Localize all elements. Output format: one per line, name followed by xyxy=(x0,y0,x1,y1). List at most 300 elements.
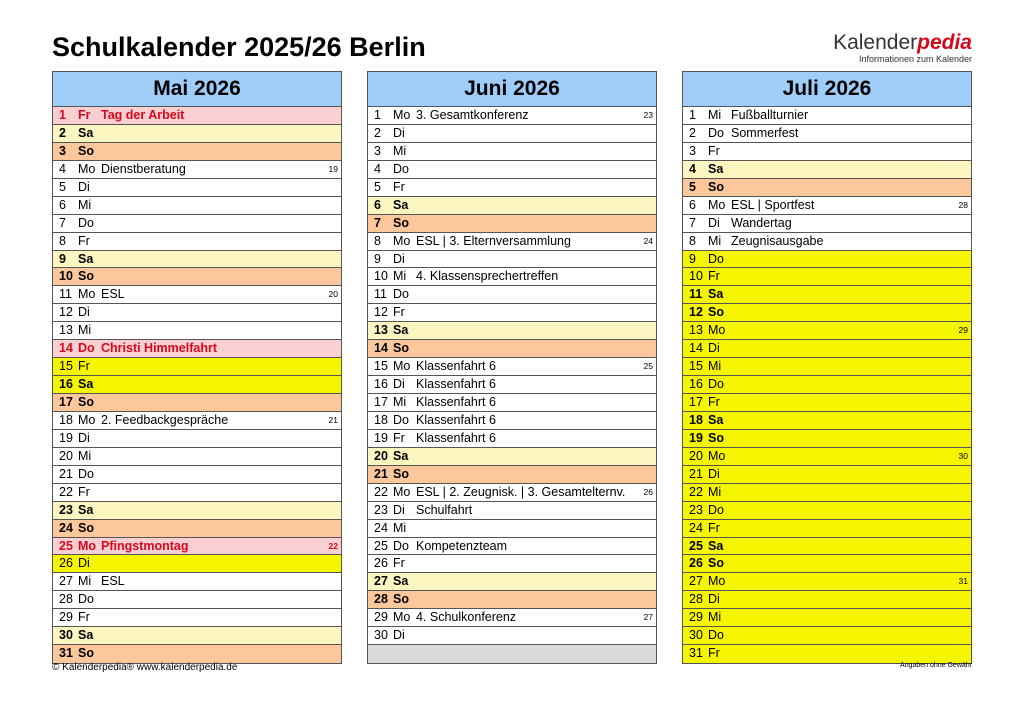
day-row xyxy=(683,466,971,484)
day-number: 13 xyxy=(59,323,73,338)
day-row xyxy=(53,125,341,143)
month-june xyxy=(367,71,657,664)
day-number: 12 xyxy=(59,305,73,320)
weekday: Di xyxy=(393,125,405,140)
brand-name xyxy=(833,32,972,54)
day-number: 9 xyxy=(374,251,381,266)
day-number: 19 xyxy=(374,430,388,445)
week-number: 21 xyxy=(328,414,338,425)
day-row xyxy=(368,448,656,466)
weekday: Mi xyxy=(393,269,407,284)
day-row xyxy=(368,484,656,502)
day-number: 17 xyxy=(374,395,388,409)
day-row xyxy=(53,573,341,591)
day-number: 21 xyxy=(374,466,388,481)
day-number: 2 xyxy=(374,125,381,140)
event-text: ESL | 3. Elternversammlung xyxy=(416,233,571,248)
weekday: Mi xyxy=(708,233,722,248)
event-text: 3. Gesamtkonferenz xyxy=(416,108,529,122)
day-number: 1 xyxy=(59,108,66,122)
weekday: Sa xyxy=(393,448,409,463)
weekday: So xyxy=(393,341,409,356)
weekday: Sa xyxy=(708,161,724,176)
day-number: 22 xyxy=(689,484,703,499)
day-list xyxy=(53,107,341,663)
day-number: 11 xyxy=(689,287,703,302)
day-row xyxy=(683,448,971,466)
weekday: So xyxy=(78,395,94,409)
day-number: 16 xyxy=(689,377,703,392)
day-number: 29 xyxy=(374,610,388,625)
day-row xyxy=(53,484,341,502)
weekday: Sa xyxy=(393,197,409,212)
weekday: Do xyxy=(708,125,724,140)
day-row xyxy=(683,502,971,520)
day-number: 1 xyxy=(689,108,696,122)
day-number: 28 xyxy=(689,592,703,607)
day-number: 27 xyxy=(689,574,703,589)
day-number: 31 xyxy=(689,646,703,661)
day-row xyxy=(683,520,971,538)
day-number: 7 xyxy=(374,215,381,230)
weekday: So xyxy=(78,520,94,535)
weekday: Mi xyxy=(393,143,407,158)
day-row xyxy=(368,430,656,448)
day-row xyxy=(53,412,341,430)
weekday: Mi xyxy=(708,359,722,374)
weekday: Fr xyxy=(78,610,90,625)
day-number: 25 xyxy=(59,538,73,553)
event-text: Tag der Arbeit xyxy=(101,108,185,122)
event-text: Dienstberatung xyxy=(101,161,186,176)
brand-subtitle: Informationen zum Kalender xyxy=(858,54,972,64)
weekday: Mo xyxy=(393,610,411,625)
day-number: 30 xyxy=(689,628,703,643)
day-number: 3 xyxy=(59,143,66,158)
day-row xyxy=(683,286,971,304)
day-number: 16 xyxy=(374,377,388,392)
day-number: 21 xyxy=(59,466,73,481)
weekday: Fr xyxy=(708,395,720,409)
day-number: 28 xyxy=(374,592,388,607)
event-text: Christi Himmelfahrt xyxy=(101,341,217,356)
weekday: So xyxy=(78,269,94,284)
weekday: Fr xyxy=(393,179,405,194)
day-row xyxy=(53,340,341,358)
day-row xyxy=(683,538,971,556)
weekday: Mi xyxy=(78,197,92,212)
day-number: 26 xyxy=(689,556,703,571)
weekday: Mo xyxy=(78,412,96,427)
day-row xyxy=(368,179,656,197)
day-number: 15 xyxy=(374,359,388,374)
day-row xyxy=(53,466,341,484)
day-row xyxy=(368,340,656,358)
day-row xyxy=(53,430,341,448)
day-row xyxy=(683,268,971,286)
weekday: Do xyxy=(393,412,409,427)
day-number: 19 xyxy=(689,430,703,445)
day-row xyxy=(683,412,971,430)
day-row xyxy=(53,197,341,215)
month-july xyxy=(682,71,972,664)
weekday: Sa xyxy=(708,287,724,302)
day-row xyxy=(53,591,341,609)
weekday: Fr xyxy=(78,233,90,248)
day-number: 2 xyxy=(59,125,66,140)
day-row xyxy=(368,394,656,412)
week-number: 20 xyxy=(328,289,338,300)
weekday: So xyxy=(78,143,94,158)
day-number: 23 xyxy=(689,502,703,517)
week-number: 26 xyxy=(643,486,653,497)
day-row xyxy=(368,502,656,520)
day-number: 10 xyxy=(374,269,388,284)
day-number: 18 xyxy=(374,412,388,427)
day-row xyxy=(53,358,341,376)
weekday: Fr xyxy=(708,269,720,284)
weekday: Do xyxy=(708,502,724,517)
event-text: Kompetenzteam xyxy=(416,538,508,553)
day-number: 17 xyxy=(689,395,703,409)
day-row xyxy=(53,538,341,556)
day-row xyxy=(368,520,656,538)
day-row xyxy=(368,376,656,394)
day-row xyxy=(53,502,341,520)
weekday: Mi xyxy=(708,108,722,122)
day-number: 30 xyxy=(374,628,388,643)
weekday: Di xyxy=(708,466,720,481)
weekday: Sa xyxy=(78,251,94,266)
day-row xyxy=(53,520,341,538)
weekday: Do xyxy=(393,538,409,553)
day-row xyxy=(683,161,971,179)
day-row xyxy=(53,233,341,251)
day-number: 3 xyxy=(374,143,381,158)
weekday: Sa xyxy=(78,502,94,517)
event-text: Fußballturnier xyxy=(731,108,809,122)
week-number: 23 xyxy=(643,110,653,120)
day-row xyxy=(368,251,656,269)
day-number: 18 xyxy=(59,412,73,427)
day-row xyxy=(368,555,656,573)
day-row xyxy=(683,591,971,609)
day-row xyxy=(368,304,656,322)
day-row xyxy=(53,645,341,663)
day-number: 27 xyxy=(374,574,388,589)
event-text: ESL | Sportfest xyxy=(731,197,815,212)
weekday: Di xyxy=(78,305,90,320)
day-row xyxy=(368,627,656,645)
weekday: Do xyxy=(78,215,94,230)
weekday: Sa xyxy=(78,125,94,140)
day-row xyxy=(683,358,971,376)
week-number: 27 xyxy=(643,612,653,623)
week-number: 30 xyxy=(958,450,968,461)
day-row xyxy=(683,609,971,627)
weekday: Fr xyxy=(708,143,720,158)
day-number: 4 xyxy=(374,161,381,176)
day-row xyxy=(368,609,656,627)
weekday: Mo xyxy=(393,359,411,374)
weekday: Fr xyxy=(78,359,90,374)
day-number: 20 xyxy=(689,448,703,463)
day-number: 24 xyxy=(59,520,73,535)
weekday: Di xyxy=(393,502,405,517)
day-number: 13 xyxy=(374,323,388,338)
day-number: 22 xyxy=(59,484,73,499)
weekday: Fr xyxy=(708,520,720,535)
weekday: Mo xyxy=(708,574,726,589)
brand-name-plain: Kalender xyxy=(833,31,918,54)
day-row xyxy=(368,591,656,609)
day-number: 4 xyxy=(59,161,66,176)
day-list xyxy=(368,107,656,663)
day-row xyxy=(683,233,971,251)
day-row xyxy=(368,143,656,161)
day-number: 2 xyxy=(689,125,696,140)
day-row xyxy=(53,179,341,197)
weekday: Fr xyxy=(708,646,720,661)
day-number: 16 xyxy=(59,377,73,392)
day-number: 8 xyxy=(689,233,696,248)
day-row xyxy=(368,233,656,251)
weekday: Di xyxy=(78,430,90,445)
event-text: Sommerfest xyxy=(731,125,799,140)
weekday: So xyxy=(393,215,409,230)
day-row xyxy=(53,286,341,304)
event-text: ESL xyxy=(101,287,125,302)
day-number: 1 xyxy=(374,108,381,122)
event-text: ESL | 2. Zeugnisk. | 3. Gesamtelternv. xyxy=(416,484,626,499)
weekday: Mo xyxy=(78,538,97,553)
week-number: 22 xyxy=(328,540,338,551)
day-number: 26 xyxy=(59,556,73,571)
day-row xyxy=(53,268,341,286)
day-number: 23 xyxy=(59,502,73,517)
weekday: Fr xyxy=(393,556,405,571)
day-number: 9 xyxy=(689,251,696,266)
day-row xyxy=(683,251,971,269)
day-row xyxy=(683,304,971,322)
day-row xyxy=(683,555,971,573)
disclaimer-footer: Angaben ohne Gewähr xyxy=(900,662,972,669)
weekday: Mo xyxy=(393,108,411,122)
day-number: 27 xyxy=(59,574,73,589)
event-text: Klassenfahrt 6 xyxy=(416,359,496,374)
event-text: Klassenfahrt 6 xyxy=(416,430,496,445)
day-row xyxy=(683,197,971,215)
day-number: 10 xyxy=(689,269,703,284)
weekday: So xyxy=(78,646,94,661)
weekday: Di xyxy=(708,592,720,607)
day-list xyxy=(683,107,971,663)
day-number: 29 xyxy=(59,610,73,625)
weekday: So xyxy=(708,179,724,194)
day-row xyxy=(53,107,341,125)
day-number: 4 xyxy=(689,161,696,176)
day-row xyxy=(368,538,656,556)
day-row xyxy=(53,215,341,233)
event-text: Wandertag xyxy=(731,215,792,230)
day-number: 5 xyxy=(59,179,66,194)
day-number: 9 xyxy=(59,251,66,266)
day-number: 10 xyxy=(59,269,73,284)
weekday: Mi xyxy=(393,395,407,409)
weekday: Di xyxy=(708,341,720,356)
weekday: Di xyxy=(78,179,90,194)
day-number: 7 xyxy=(59,215,66,230)
day-number: 12 xyxy=(374,305,388,320)
day-row xyxy=(368,573,656,591)
day-number: 3 xyxy=(689,143,696,158)
weekday: Di xyxy=(78,556,90,571)
day-number: 5 xyxy=(374,179,381,194)
day-number: 13 xyxy=(689,323,703,338)
day-number: 6 xyxy=(59,197,66,212)
day-number: 29 xyxy=(689,610,703,625)
month-header: Juli 2026 xyxy=(683,72,971,107)
day-number: 25 xyxy=(689,538,703,553)
page-title: Schulkalender 2025/26 Berlin xyxy=(52,32,426,62)
event-text: Schulfahrt xyxy=(416,502,473,517)
weekday: Di xyxy=(393,628,405,643)
weekday: Mo xyxy=(78,287,96,302)
day-row xyxy=(368,358,656,376)
day-number: 20 xyxy=(374,448,388,463)
day-row xyxy=(368,286,656,304)
day-row xyxy=(368,107,656,125)
day-number: 22 xyxy=(374,484,388,499)
weekday: Do xyxy=(78,466,94,481)
week-number: 24 xyxy=(643,235,653,246)
day-row xyxy=(53,251,341,269)
day-number: 7 xyxy=(689,215,696,230)
day-row xyxy=(53,627,341,645)
day-number: 30 xyxy=(59,628,73,643)
day-row xyxy=(368,412,656,430)
day-row xyxy=(53,394,341,412)
day-row xyxy=(368,161,656,179)
day-number: 5 xyxy=(689,179,696,194)
weekday: So xyxy=(393,466,409,481)
day-number: 20 xyxy=(59,448,73,463)
event-text: Pfingstmontag xyxy=(101,538,189,553)
event-text: Zeugnisausgabe xyxy=(731,233,824,248)
day-row xyxy=(53,555,341,573)
day-row xyxy=(368,125,656,143)
day-number: 11 xyxy=(374,287,387,302)
day-number: 15 xyxy=(689,359,703,374)
day-number: 21 xyxy=(689,466,703,481)
day-row xyxy=(683,179,971,197)
day-row xyxy=(53,322,341,340)
day-number: 6 xyxy=(374,197,381,212)
day-row xyxy=(683,484,971,502)
weekday: Do xyxy=(393,287,409,302)
day-number: 24 xyxy=(689,520,703,535)
weekday: Sa xyxy=(78,628,94,643)
day-number: 28 xyxy=(59,592,73,607)
day-row xyxy=(368,466,656,484)
day-number: 6 xyxy=(689,197,696,212)
weekday: Sa xyxy=(78,377,94,392)
weekday: Sa xyxy=(393,323,409,338)
day-number: 12 xyxy=(689,305,703,320)
event-text: 2. Feedbackgespräche xyxy=(101,412,229,427)
weekday: Mo xyxy=(393,233,411,248)
week-number: 29 xyxy=(958,325,968,336)
day-row xyxy=(683,322,971,340)
day-row xyxy=(683,143,971,161)
day-row xyxy=(53,609,341,627)
weekday: So xyxy=(708,430,724,445)
weekday: So xyxy=(393,592,409,607)
day-number: 26 xyxy=(374,556,388,571)
weekday: Mo xyxy=(708,323,726,338)
week-number: 28 xyxy=(958,199,968,210)
weekday: Mo xyxy=(708,448,726,463)
day-row xyxy=(53,376,341,394)
day-number: 23 xyxy=(374,502,388,517)
weekday: Fr xyxy=(78,108,91,122)
day-row xyxy=(368,197,656,215)
weekday: Mi xyxy=(78,323,92,338)
brand-logo[interactable] xyxy=(833,32,972,65)
weekday: Mi xyxy=(708,610,722,625)
weekday: Do xyxy=(708,628,724,643)
day-row xyxy=(683,573,971,591)
day-row xyxy=(53,304,341,322)
weekday: Sa xyxy=(393,574,409,589)
weekday: Do xyxy=(708,377,724,392)
event-text: ESL xyxy=(101,574,125,589)
day-row xyxy=(53,161,341,179)
day-row xyxy=(53,448,341,466)
day-number: 14 xyxy=(689,341,703,356)
weekday: Mi xyxy=(78,574,92,589)
day-row xyxy=(368,268,656,286)
month-may xyxy=(52,71,342,664)
brand-name-accent: pedia xyxy=(917,31,972,54)
weekday: Sa xyxy=(708,412,724,427)
day-row xyxy=(53,143,341,161)
weekday: Mo xyxy=(708,197,726,212)
weekday: Mo xyxy=(393,484,411,499)
day-row xyxy=(368,215,656,233)
day-row xyxy=(683,376,971,394)
weekday: Mi xyxy=(78,448,92,463)
day-number: 31 xyxy=(59,646,73,661)
event-text: Klassenfahrt 6 xyxy=(416,377,496,392)
day-row xyxy=(683,645,971,663)
weekday: Di xyxy=(393,251,405,266)
weekday: Di xyxy=(393,377,405,392)
weekday: Mo xyxy=(78,161,96,176)
weekday: Fr xyxy=(393,305,405,320)
day-number: 14 xyxy=(374,341,388,356)
day-row xyxy=(683,340,971,358)
week-number: 25 xyxy=(643,361,653,372)
month-header: Mai 2026 xyxy=(53,72,341,107)
day-row xyxy=(368,322,656,340)
day-row xyxy=(683,627,971,645)
day-row xyxy=(683,107,971,125)
day-number: 25 xyxy=(374,538,388,553)
day-number: 15 xyxy=(59,359,73,374)
weekday: Do xyxy=(393,161,409,176)
month-header: Juni 2026 xyxy=(368,72,656,107)
